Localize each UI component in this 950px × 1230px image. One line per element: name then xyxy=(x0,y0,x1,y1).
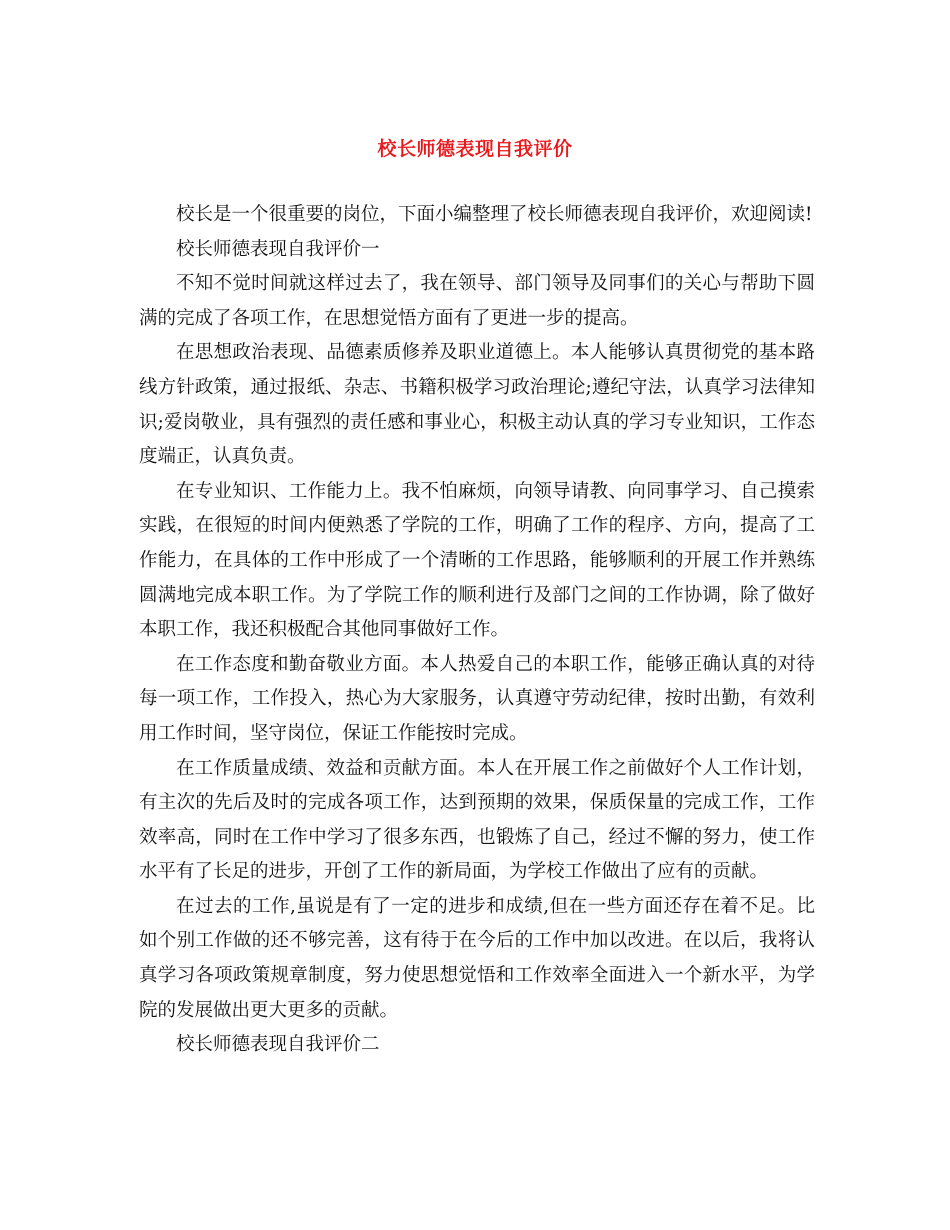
body-paragraph: 在工作质量成绩、效益和贡献方面。本人在开展工作之前做好个人工作计划，有主次的先后及时的完成各项工作，达到预期的效果，保质保量的完成工作，工作效率高，同时在工作中学习了很多东西，也锻炼了自己，经过不懈的努力，使工作水平有了长足的进步，开创了工作的新局面，为学校工作做出了应有的贡献。 xyxy=(139,757,815,883)
section-heading-one: 校长师德表现自我评价一 xyxy=(176,238,380,260)
body-paragraph: 在工作态度和勤奋敬业方面。本人热爱自己的本职工作，能够正确认真的对待每一项工作，工作投入，热心为大家服务，认真遵守劳动纪律，按时出勤，有效利用工作时间，坚守岗位，保证工作能按时完成。 xyxy=(139,653,815,744)
body-paragraph: 不知不觉时间就这样过去了，我在领导、部门领导及同事们的关心与帮助下圆满的完成了各项工作，在思想觉悟方面有了更进一步的提高。 xyxy=(139,273,815,329)
body-paragraph: 在思想政治表现、品德素质修养及职业道德上。本人能够认真贯彻党的基本路线方针政策，通过报纸、杂志、书籍积极学习政治理论;遵纪守法，认真学习法律知识;爱岗敬业，具有强烈的责任感和事业心，积极主动认真的学习专业知识，工作态度端正，认真负责。 xyxy=(139,342,815,468)
document-body xyxy=(139,198,815,1063)
body-paragraph: 在专业知识、工作能力上。我不怕麻烦，向领导请教、向同事学习、自己摸索实践，在很短的时间内便熟悉了学院的工作，明确了工作的程序、方向，提高了工作能力，在具体的工作中形成了一个清晰的工作思路，能够顺利的开展工作并熟练圆满地完成本职工作。为了学院工作的顺利进行及部门之间的工作协调，除了做好本职工作，我还积极配合其他同事做好工作。 xyxy=(139,480,815,641)
body-paragraph: 在过去的工作,虽说是有了一定的进步和成绩,但在一些方面还存在着不足。比如个别工作做的还不够完善，这有待于在今后的工作中加以改进。在以后，我将认真学习各项政策规章制度，努力使思想觉悟和工作效率全面进入一个新水平，为学院的发展做出更大更多的贡献。 xyxy=(139,895,815,1021)
document-title: 校长师德表现自我评价 xyxy=(377,138,573,160)
intro-paragraph: 校长是一个很重要的岗位，下面小编整理了校长师德表现自我评价，欢迎阅读! xyxy=(176,204,813,225)
section-heading-two: 校长师德表现自我评价二 xyxy=(176,1034,380,1056)
